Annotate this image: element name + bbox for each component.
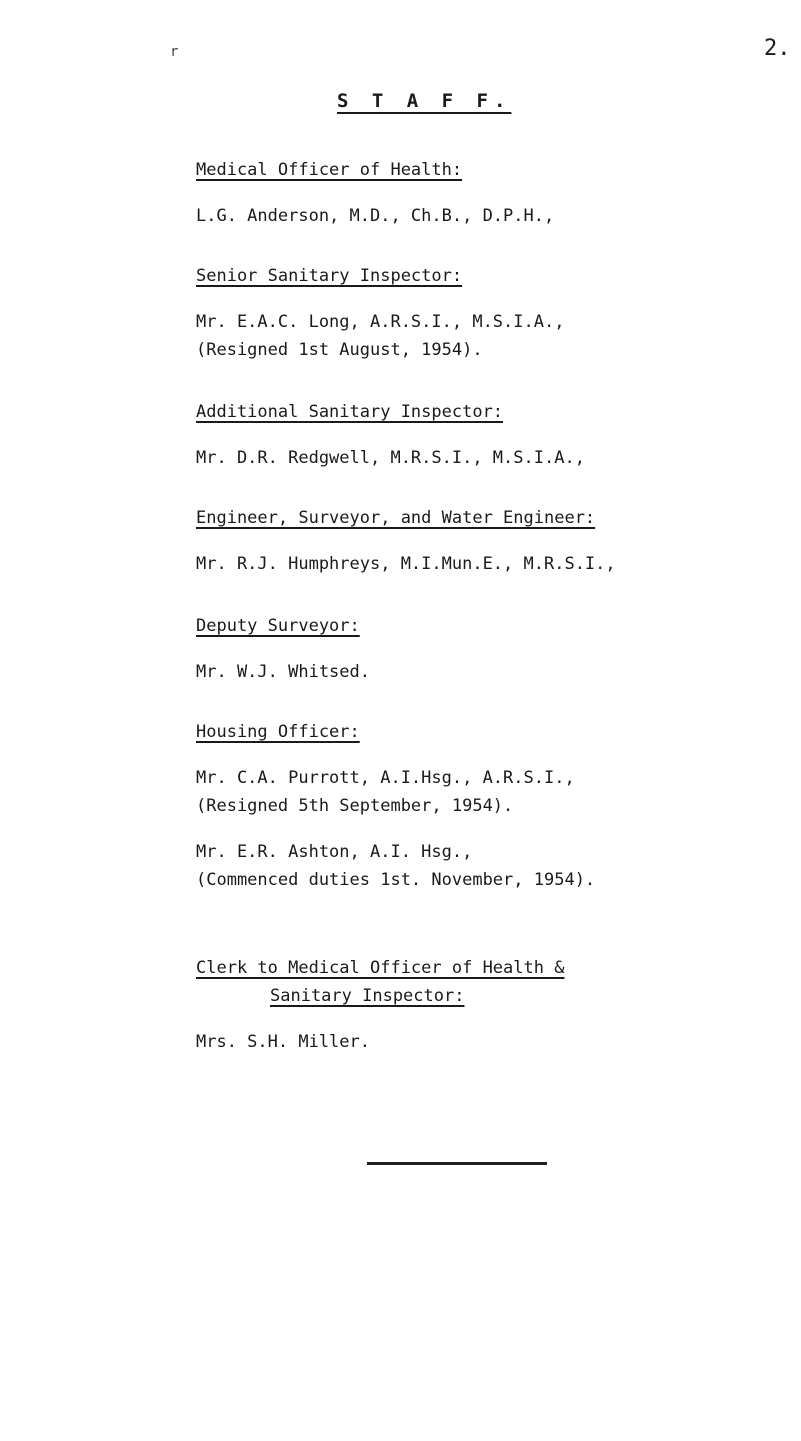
section-engineer-surveyor: [196, 504, 796, 578]
page-number: 2.: [764, 36, 791, 61]
staff-entry: Mrs. S.H. Miller.: [196, 1032, 370, 1052]
section-medical-officer: [196, 156, 796, 230]
section-heading: Senior Sanitary Inspector:: [196, 266, 463, 286]
section-additional-sanitary-inspector: [196, 398, 796, 472]
staff-note: (Resigned 1st August, 1954).: [196, 340, 483, 360]
section-heading: Deputy Surveyor:: [196, 616, 360, 636]
staff-entry: Mr. W.J. Whitsed.: [196, 662, 370, 682]
section-housing-officer: [196, 718, 796, 894]
end-rule: [367, 1162, 547, 1165]
staff-note: (Resigned 5th September, 1954).: [196, 796, 514, 816]
section-heading: Clerk to Medical Officer of Health &: [196, 958, 565, 978]
section-senior-sanitary-inspector: [196, 262, 796, 364]
corner-mark: r: [170, 44, 179, 60]
page-title: S T A F F.: [337, 90, 512, 112]
section-heading-continued: Sanitary Inspector:: [270, 986, 465, 1006]
section-heading: Medical Officer of Health:: [196, 160, 463, 180]
staff-entry: Mr. R.J. Humphreys, M.I.Mun.E., M.R.S.I.,: [196, 554, 616, 574]
staff-entry: Mr. E.A.C. Long, A.R.S.I., M.S.I.A.,: [196, 312, 565, 332]
staff-entry: Mr. E.R. Ashton, A.I. Hsg.,: [196, 842, 473, 862]
staff-entry: Mr. D.R. Redgwell, M.R.S.I., M.S.I.A.,: [196, 448, 585, 468]
section-heading: Engineer, Surveyor, and Water Engineer:: [196, 508, 596, 528]
staff-note: (Commenced duties 1st. November, 1954).: [196, 870, 596, 890]
section-deputy-surveyor: [196, 612, 796, 686]
section-heading: Housing Officer:: [196, 722, 360, 742]
section-heading: Additional Sanitary Inspector:: [196, 402, 504, 422]
section-clerk: [196, 954, 796, 1056]
staff-entry: L.G. Anderson, M.D., Ch.B., D.P.H.,: [196, 206, 555, 226]
staff-entry: Mr. C.A. Purrott, A.I.Hsg., A.R.S.I.,: [196, 768, 575, 788]
